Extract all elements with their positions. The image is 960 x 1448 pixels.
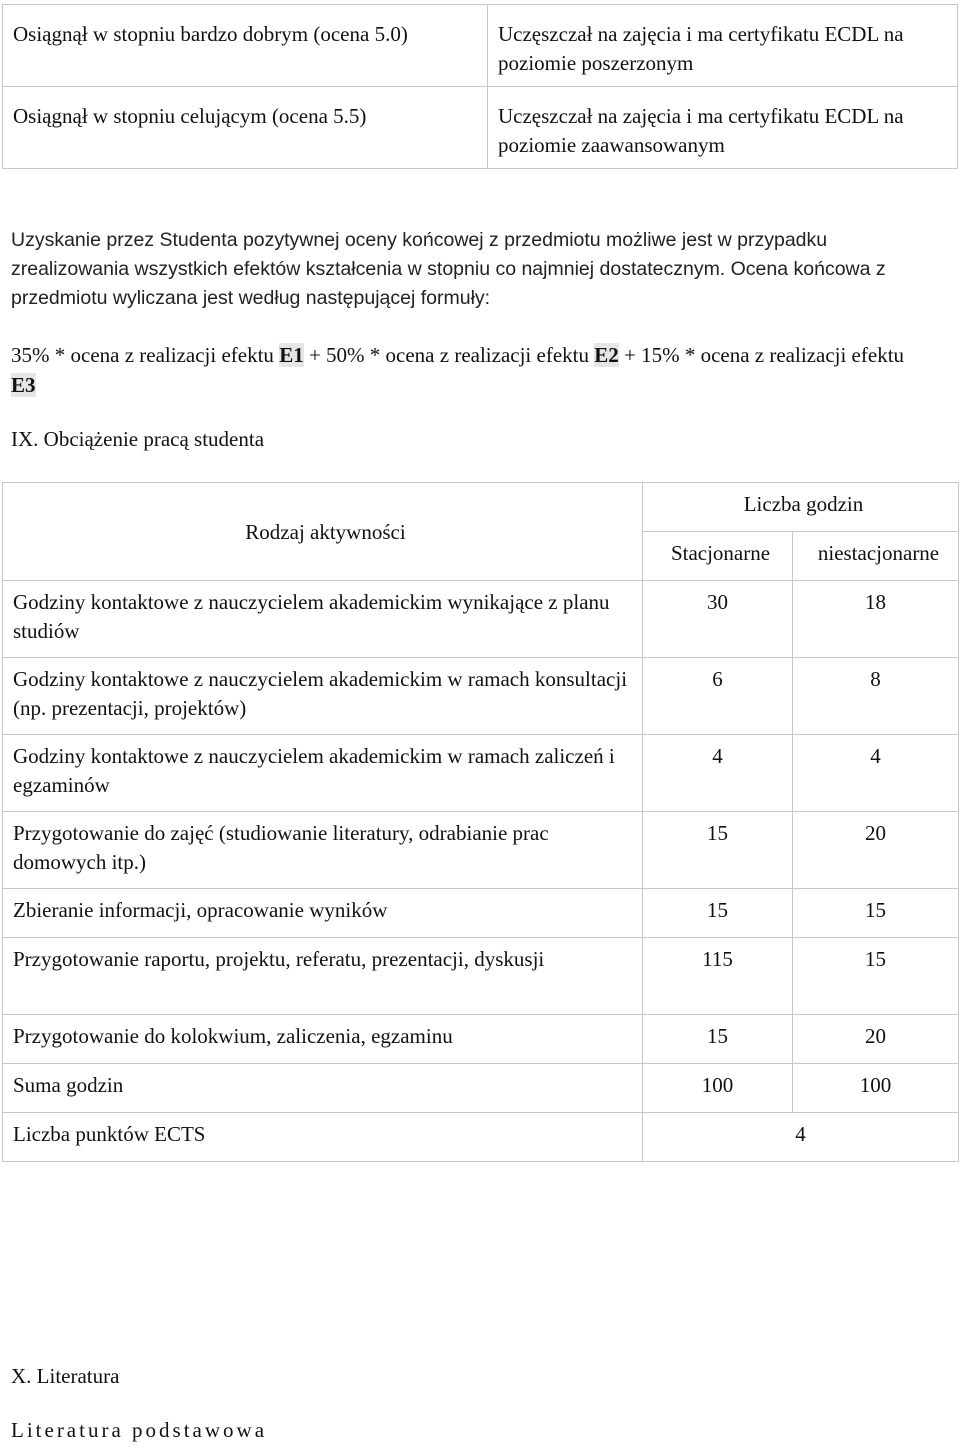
nonstationary-cell: 15 — [793, 938, 959, 1015]
table-row — [3, 889, 959, 938]
formula-text: + 50% * ocena z realizacji efektu — [303, 343, 595, 367]
effect-e2: E2 — [594, 343, 619, 367]
table-row — [3, 735, 959, 812]
activity-cell: Godziny kontaktowe z nauczycielem akademickim wynikające z planu studiów — [3, 581, 643, 658]
effect-e1: E1 — [279, 343, 304, 367]
activity-cell: Godziny kontaktowe z nauczycielem akademickim w ramach zaliczeń i egzaminów — [3, 735, 643, 812]
grade-label: Osiągnął w stopniu celującym (ocena 5.5) — [3, 87, 488, 169]
effect-e1-highlight — [279, 343, 304, 367]
formula-text: 35% * ocena z realizacji efektu — [11, 343, 280, 367]
sum-nonstationary: 100 — [793, 1064, 959, 1113]
header-activity: Rodzaj aktywności — [3, 483, 643, 581]
activity-cell: Przygotowanie do kolokwium, zaliczenia, egzaminu — [3, 1015, 643, 1064]
sum-row — [3, 1064, 959, 1113]
stationary-cell: 15 — [643, 1015, 793, 1064]
sum-label: Suma godzin — [3, 1064, 643, 1113]
stationary-cell: 4 — [643, 735, 793, 812]
stationary-cell: 6 — [643, 658, 793, 735]
header-nonstationary: niestacjonarne — [793, 532, 959, 581]
assessment-paragraph: Uzyskanie przez Studenta pozytywnej oceny końcowej z przedmiotu możliwe jest w przypadku zrealizowania wszystkich efektów kształcenia w stopniu co najmniej dostatecznym. Ocena końcowa z przedmiotu wyliczana jest według następującej formuły: — [11, 229, 886, 309]
stationary-cell: 30 — [643, 581, 793, 658]
table-row — [3, 1015, 959, 1064]
table-row — [3, 658, 959, 735]
section-ix-heading: IX. Obciążenie pracą studenta — [11, 427, 265, 451]
nonstationary-cell: 15 — [793, 889, 959, 938]
workload-table — [2, 482, 959, 1162]
nonstationary-cell: 4 — [793, 735, 959, 812]
header-stationary: Stacjonarne — [643, 532, 793, 581]
effect-e3-highlight — [11, 373, 36, 397]
nonstationary-cell: 8 — [793, 658, 959, 735]
effect-e2-highlight — [594, 343, 619, 367]
nonstationary-cell: 18 — [793, 581, 959, 658]
activity-cell: Przygotowanie do zajęć (studiowanie literatury, odrabianie prac domowych itp.) — [3, 812, 643, 889]
section-x-heading: X. Literatura — [11, 1364, 120, 1388]
nonstationary-cell: 20 — [793, 1015, 959, 1064]
grade-row — [3, 5, 958, 87]
formula-text: + 15% * ocena z realizacji efektu — [618, 343, 905, 367]
ects-value: 4 — [643, 1113, 959, 1162]
activity-cell: Zbieranie informacji, opracowanie wyników — [3, 889, 643, 938]
stationary-cell: 115 — [643, 938, 793, 1015]
table-row — [3, 812, 959, 889]
stationary-cell: 15 — [643, 812, 793, 889]
header-row — [3, 483, 959, 532]
ects-label: Liczba punktów ECTS — [3, 1113, 643, 1162]
grade-row — [3, 87, 958, 169]
grade-formula — [11, 340, 931, 400]
activity-cell: Godziny kontaktowe z nauczycielem akademickim w ramach konsultacji (np. prezentacji, projektów) — [3, 658, 643, 735]
table-row — [3, 581, 959, 658]
nonstationary-cell: 20 — [793, 812, 959, 889]
header-hours: Liczba godzin — [643, 483, 959, 532]
sum-stationary: 100 — [643, 1064, 793, 1113]
stationary-cell: 15 — [643, 889, 793, 938]
ects-row — [3, 1113, 959, 1162]
effect-e3: E3 — [11, 373, 36, 397]
grade-description: Uczęszczał na zajęcia i ma certyfikatu ECDL na poziomie zaawansowanym — [488, 87, 958, 169]
basic-literature-heading: Literatura podstawowa — [11, 1418, 268, 1442]
grade-criteria-table — [2, 4, 958, 169]
grade-description: Uczęszczał na zajęcia i ma certyfikatu ECDL na poziomie poszerzonym — [488, 5, 958, 87]
grade-label: Osiągnął w stopniu bardzo dobrym (ocena 5.0) — [3, 5, 488, 87]
activity-cell: Przygotowanie raportu, projektu, referatu, prezentacji, dyskusji — [3, 938, 643, 1015]
table-row — [3, 938, 959, 1015]
